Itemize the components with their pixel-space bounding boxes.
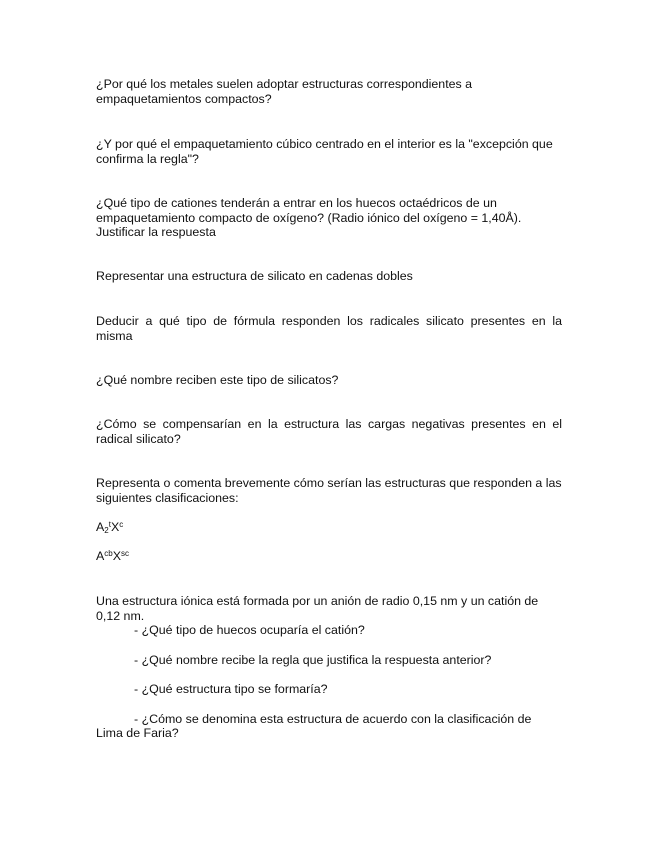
- question-bcc-exception: ¿Y por qué el empaquetamiento cúbico centrado en el interior es la "excepción que confirma la regla"?: [96, 137, 553, 166]
- question-silicate-name: ¿Qué nombre reciben este tipo de silicatos?: [96, 373, 339, 387]
- subquestion-lima-de-faria-line1: - ¿Cómo se denomina esta estructura de acuerdo con la clasificación de: [134, 712, 532, 726]
- task-describe-structures: Representa o comenta brevemente cómo serían las estructuras que responden a las siguientes clasificaciones:: [96, 476, 562, 505]
- subquestion-rule-name: - ¿Qué nombre recibe la regla que justifica la respuesta anterior?: [134, 653, 492, 667]
- subquestion-hole-type: - ¿Qué tipo de huecos ocuparía el catión?: [134, 623, 365, 637]
- question-octahedral-cations: ¿Qué tipo de cationes tenderán a entrar en los huecos octaédricos de un empaquetamiento compacto de oxígeno? (Radio iónico del oxígeno = 1,40Å). Justificar la respuesta: [96, 196, 522, 240]
- subquestion-structure-type: - ¿Qué estructura tipo se formaría?: [134, 682, 328, 696]
- task-double-chain-silicate: Representar una estructura de silicato en cadenas dobles: [96, 269, 413, 283]
- question-charge-compensation: ¿Cómo se compensarían en la estructura las cargas negativas presentes en el radical silicato?: [96, 417, 562, 446]
- task-deduce-formula: Deducir a qué tipo de fórmula responden los radicales silicato presentes en la misma: [96, 314, 562, 343]
- formula-acbx: $A^{cb}X^{sc}$: [96, 549, 129, 563]
- formula-a2tx: $A_2^tX^c$: [96, 520, 124, 535]
- subquestion-lima-de-faria-line2: Lima de Faria?: [96, 726, 179, 740]
- question-ionic-structure: Una estructura iónica está formada por un anión de radio 0,15 nm y un catión de 0,12 nm.: [96, 594, 539, 623]
- question-metals-compact-packing: ¿Por qué los metales suelen adoptar estructuras correspondientes a empaquetamientos compactos?: [96, 77, 473, 106]
